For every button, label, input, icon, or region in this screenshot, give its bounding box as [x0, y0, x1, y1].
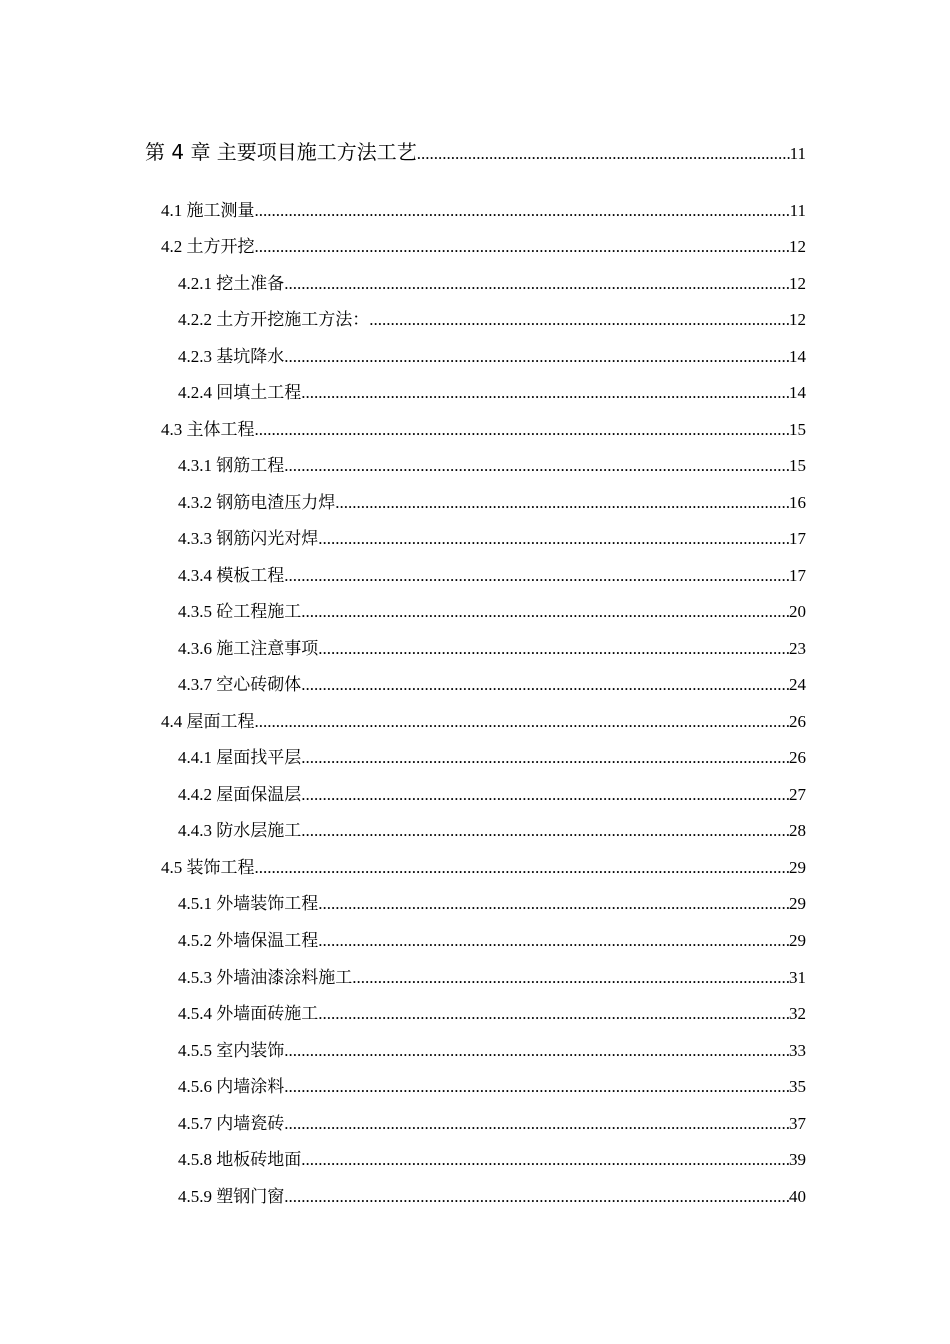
toc-dot-leader [301, 818, 789, 844]
toc-dot-leader [318, 526, 789, 552]
toc-entry-label: 4.2 土方开挖 [161, 237, 255, 256]
toc-page-number: 31 [789, 968, 806, 987]
toc-entry-4-4[interactable] [161, 709, 806, 735]
toc-entry-4-3[interactable] [161, 417, 806, 443]
toc-dot-leader [255, 855, 790, 881]
toc-dot-leader [318, 928, 789, 954]
toc-entry-4-1[interactable] [161, 198, 806, 224]
toc-page-number: 11 [789, 201, 806, 220]
toc-entry-4-4-2[interactable] [178, 782, 806, 808]
toc-dot-leader [284, 1074, 789, 1100]
toc-entry-label: 4.4.1 屋面找平层 [178, 748, 302, 767]
toc-page-number: 26 [789, 748, 806, 767]
toc-dot-leader [255, 198, 790, 224]
toc-entry-4-4-3[interactable] [178, 818, 806, 844]
toc-entry-4-3-5[interactable] [178, 599, 806, 625]
toc-page-number: 20 [789, 602, 806, 621]
toc-page-number: 14 [789, 383, 806, 402]
toc-entry-4-3-6[interactable] [178, 636, 806, 662]
toc-entry-label: 第 4 章 主要项目施工方法工艺 [145, 140, 417, 164]
toc-entry-label: 4.2.4 回填土工程 [178, 383, 302, 402]
toc-page-number: 29 [789, 894, 806, 913]
toc-page-number: 11 [789, 144, 806, 163]
toc-chapter-4[interactable] [145, 136, 806, 166]
toc-entry-label: 4.3.7 空心砖砌体 [178, 675, 302, 694]
toc-entry-4-5-1[interactable] [178, 891, 806, 917]
toc-dot-leader [284, 344, 789, 370]
toc-dot-leader [318, 1001, 789, 1027]
toc-page-number: 15 [789, 456, 806, 475]
toc-entry-label: 4.5.1 外墙装饰工程 [178, 894, 319, 913]
toc-page-number: 29 [789, 858, 806, 877]
toc-page-number: 17 [789, 566, 806, 585]
toc-dot-leader [301, 599, 789, 625]
toc-page-number: 28 [789, 821, 806, 840]
toc-entry-label: 4.3 主体工程 [161, 420, 255, 439]
toc-dot-leader [284, 563, 789, 589]
toc-entry-4-2-2[interactable] [178, 307, 806, 333]
toc-entry-label: 4.3.4 模板工程 [178, 566, 285, 585]
toc-dot-leader [255, 234, 790, 260]
toc-page-number: 33 [789, 1041, 806, 1060]
toc-entry-4-3-3[interactable] [178, 526, 806, 552]
toc-entry-4-5-6[interactable] [178, 1074, 806, 1100]
toc-page-number: 23 [789, 639, 806, 658]
toc-page-number: 39 [789, 1150, 806, 1169]
toc-entry-4-5-8[interactable] [178, 1147, 806, 1173]
toc-page-number: 27 [789, 785, 806, 804]
toc-page-number: 37 [789, 1114, 806, 1133]
toc-dot-leader [352, 965, 789, 991]
toc-dot-leader [318, 891, 789, 917]
toc-entry-4-3-4[interactable] [178, 563, 806, 589]
toc-dot-leader [301, 380, 789, 406]
toc-dot-leader [284, 453, 789, 479]
toc-entry-4-5-9[interactable] [178, 1184, 806, 1210]
toc-dot-leader [284, 271, 789, 297]
toc-entry-label: 4.2.2 土方开挖施工方法： [178, 310, 370, 329]
toc-entry-label: 4.2.3 基坑降水 [178, 347, 285, 366]
toc-entry-4-5-5[interactable] [178, 1038, 806, 1064]
toc-entry-4-2-3[interactable] [178, 344, 806, 370]
toc-entry-4-2-1[interactable] [178, 271, 806, 297]
toc-entry-label: 4.5.6 内墙涂料 [178, 1077, 285, 1096]
toc-dot-leader [284, 1111, 789, 1137]
toc-page-number: 14 [789, 347, 806, 366]
toc-page-number: 29 [789, 931, 806, 950]
toc-entry-label: 4.5.7 内墙瓷砖 [178, 1114, 285, 1133]
toc-dot-leader [335, 490, 789, 516]
toc-page-number: 17 [789, 529, 806, 548]
toc-dot-leader [301, 782, 789, 808]
toc-entry-label: 4.4 屋面工程 [161, 712, 255, 731]
toc-entry-4-5[interactable] [161, 855, 806, 881]
toc-dot-leader [417, 144, 790, 164]
toc-page-number: 24 [789, 675, 806, 694]
toc-entry-label: 4.3.5 砼工程施工 [178, 602, 302, 621]
toc-entry-label: 4.5.9 塑钢门窗 [178, 1187, 285, 1206]
toc-entry-label: 4.3.3 钢筋闪光对焊 [178, 529, 319, 548]
toc-dot-leader [284, 1184, 789, 1210]
toc-entry-label: 4.3.2 钢筋电渣压力焊 [178, 493, 336, 512]
toc-dot-leader [301, 745, 789, 771]
toc-entry-4-3-7[interactable] [178, 672, 806, 698]
toc-page-number: 12 [789, 310, 806, 329]
toc-dot-leader [255, 709, 790, 735]
toc-dot-leader [301, 672, 789, 698]
toc-page-number: 16 [789, 493, 806, 512]
toc-dot-leader [301, 1147, 789, 1173]
toc-page-number: 15 [789, 420, 806, 439]
toc-dot-leader [369, 307, 789, 333]
toc-entry-4-5-2[interactable] [178, 928, 806, 954]
toc-page-number: 12 [789, 237, 806, 256]
toc-entry-4-2-4[interactable] [178, 380, 806, 406]
toc-entry-label: 4.5.2 外墙保温工程 [178, 931, 319, 950]
toc-entry-4-5-3[interactable] [178, 965, 806, 991]
toc-dot-leader [255, 417, 790, 443]
toc-entry-label: 4.5.4 外墙面砖施工 [178, 1004, 319, 1023]
toc-entry-label: 4.1 施工测量 [161, 201, 255, 220]
toc-entry-label: 4.4.3 防水层施工 [178, 821, 302, 840]
toc-entry-4-5-4[interactable] [178, 1001, 806, 1027]
toc-page-number: 26 [789, 712, 806, 731]
toc-page-number: 35 [789, 1077, 806, 1096]
toc-entry-4-5-7[interactable] [178, 1111, 806, 1137]
toc-entry-label: 4.3.1 钢筋工程 [178, 456, 285, 475]
toc-entry-label: 4.5 装饰工程 [161, 858, 255, 877]
toc-entry-label: 4.5.5 室内装饰 [178, 1041, 285, 1060]
toc-entry-4-3-2[interactable] [178, 490, 806, 516]
toc-page-number: 40 [789, 1187, 806, 1206]
toc-entry-label: 4.2.1 挖土准备 [178, 274, 285, 293]
toc-entry-label: 4.5.8 地板砖地面 [178, 1150, 302, 1169]
toc-page-number: 32 [789, 1004, 806, 1023]
toc-dot-leader [284, 1038, 789, 1064]
toc-entry-4-4-1[interactable] [178, 745, 806, 771]
toc-dot-leader [318, 636, 789, 662]
toc-entry-4-3-1[interactable] [178, 453, 806, 479]
toc-page-number: 12 [789, 274, 806, 293]
toc-entry-label: 4.3.6 施工注意事项 [178, 639, 319, 658]
toc-entry-4-2[interactable] [161, 234, 806, 260]
toc-entry-label: 4.5.3 外墙油漆涂料施工 [178, 968, 353, 987]
toc-entry-label: 4.4.2 屋面保温层 [178, 785, 302, 804]
